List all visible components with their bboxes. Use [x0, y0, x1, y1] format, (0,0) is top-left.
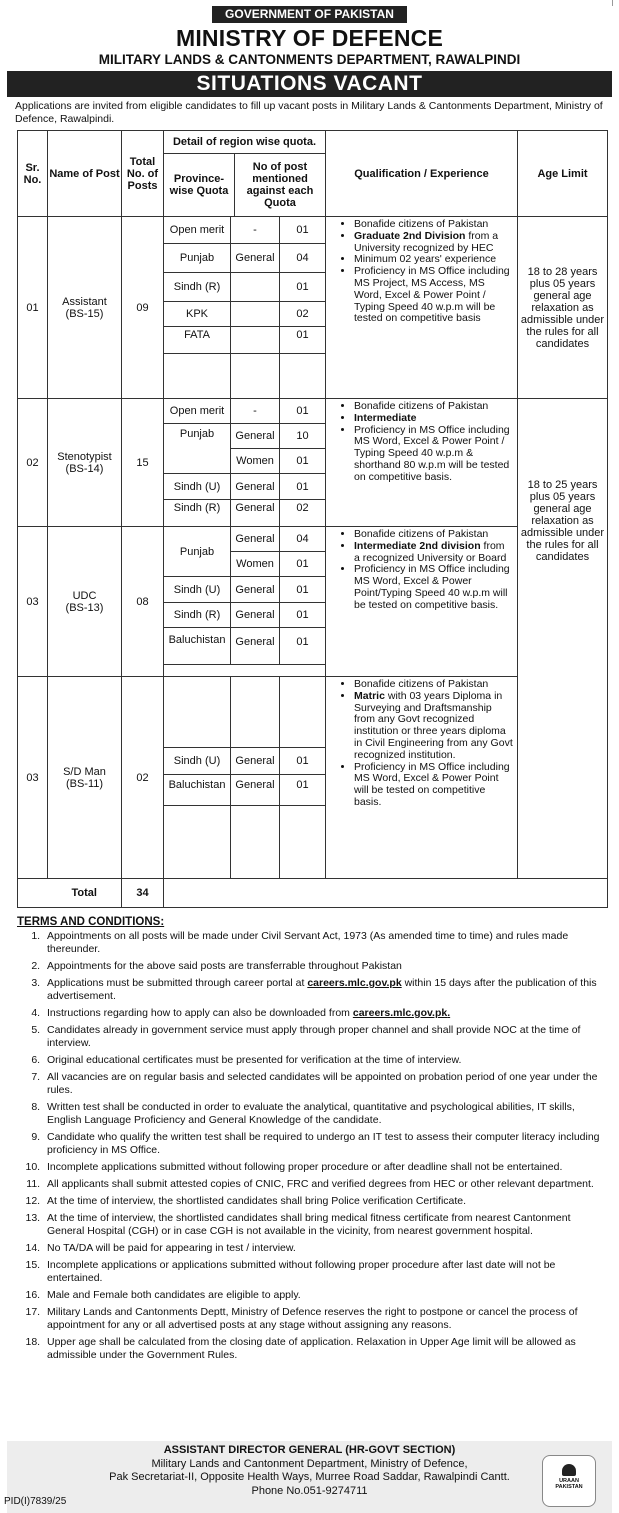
total-label: Total	[48, 879, 122, 908]
ministry-title: MINISTRY OF DEFENCE	[175, 25, 444, 51]
quota-table: Punjab General 04 Women 01 Sindh (U) General 01 Sindh (R) General 01 Baluchistan General 01	[164, 527, 325, 665]
header-post-name: Name of Post	[48, 131, 122, 217]
list-item: 13. At the time of interview, the shortlisted candidates shall bring medical fitness certificate from nearest Cantonment General Hospital (CGH) or in case CGH is not available in the vicinity, from nearest government hospital.	[43, 1212, 606, 1238]
list-item: 17. Military Lands and Cantonments Deptt, Ministry of Defence reserves the right to postpone or cancel the process of appointment for any or all advertised posts at any stage without assigning any reasons.	[43, 1306, 606, 1332]
career-portal-link[interactable]: careers.mlc.gov.pk	[352, 1007, 448, 1019]
advertisement	[7, 0, 612, 1366]
terms-list	[7, 930, 612, 1362]
table-row	[18, 217, 608, 399]
list-item: 8. Written test shall be conducted in order to evaluate the analytical, quantitative and psychological abilities, IT skills, English Language Proficiency and General Knowledge of the candidate.	[43, 1101, 606, 1127]
total-row	[18, 879, 608, 908]
post-name: UDC	[72, 589, 97, 602]
logo-icon	[562, 1464, 576, 1476]
quota-table: Open merit - 01 Punjab General 04 Sindh (R) 01 KPK 02 FATA 01	[164, 217, 325, 398]
total-posts: 02	[122, 677, 164, 879]
list-item: 2. Appointments for the above said posts are transferrable throughout Pakistan	[43, 960, 606, 973]
footer-line1: Military Lands and Cantonment Department, Ministry of Defence,	[151, 1457, 468, 1470]
career-portal-link[interactable]: careers.mlc.gov.pk	[307, 977, 402, 989]
total-posts: 15	[122, 399, 164, 527]
quota-table: Sindh (U) General 01 Baluchistan General 01	[164, 677, 325, 878]
pid-number: PID(I)7839/25	[4, 1496, 67, 1507]
list-item: 10. Incomplete applications submitted without following proper procedure or after deadline shall not be entertained.	[43, 1161, 606, 1174]
header-sr: Sr. No.	[18, 131, 48, 217]
list-item: 6. Original educational certificates must be presented for verification at the time of interview.	[43, 1054, 606, 1067]
sr-cell: 02	[18, 399, 48, 527]
list-item: 14. No TA/DA will be paid for appearing in test / interview.	[43, 1242, 606, 1255]
sr-cell: 03	[18, 677, 48, 879]
department-title: MILITARY LANDS & CANTONMENTS DEPARTMENT, RAWALPINDI	[98, 52, 521, 67]
post-name: S/D Man	[63, 765, 106, 778]
header-age-limit: Age Limit	[518, 131, 608, 217]
post-scale: (BS-14)	[65, 462, 104, 475]
age-limit: 18 to 28 years plus 05 years general age relaxation as admissible under the rules for all candidates	[518, 217, 608, 399]
footer-title: ASSISTANT DIRECTOR GENERAL (HR-GOVT SECTION)	[163, 1444, 456, 1456]
list-item: 9. Candidate who qualify the written test shall be required to undergo an IT test to assess their computer literacy including proficiency in MS Office.	[43, 1131, 606, 1157]
quota-table: Open merit - 01 Punjab General 10 Women 01 Sindh (U) General 01 Sindh (R) General 02	[164, 399, 325, 526]
post-scale: (BS-11)	[65, 777, 104, 790]
govt-label: GOVERNMENT OF PAKISTAN	[212, 6, 407, 23]
uraan-pakistan-logo: URAAN PAKISTAN	[542, 1455, 596, 1507]
list-item: 7. All vacancies are on regular basis and selected candidates will be appointed on probation period of one year under the rules.	[43, 1071, 606, 1097]
table-row	[18, 399, 608, 527]
qualification-list: • Bonafide citizens of Pakistan • Intermediate • Proficiency in MS Office including MS Word, Excel & Power Point / Typing Speed 40 w.p.m & shorthand 80 w.p.m will be tested on competitive basis.	[326, 399, 517, 486]
footer-phone: Phone No.051-9274711	[251, 1484, 368, 1497]
total-posts: 09	[122, 217, 164, 399]
qualification-list: • Bonafide citizens of Pakistan • Matric with 03 years Diploma in Surveying and Draftsmanship from any Govt recognized institution or three years diploma in Civil Engineering from any Govt recognized institution. • Proficiency in MS Office including MS Word, Excel & Power Point will be tested on competitive basis.	[326, 677, 517, 811]
header-province-quota: Province-wise Quota	[164, 154, 235, 216]
post-scale: (BS-15)	[65, 307, 104, 320]
total-posts: 08	[122, 527, 164, 677]
qualification-list: • Bonafide citizens of Pakistan • Graduate 2nd Division from a University recognized by HEC • Minimum 02 years' experience • Proficiency in MS Office including MS Project, MS Access, MS Word, Excel & Power Point / Typing Speed 40 w.p.m will be tested on competitive basis	[326, 217, 517, 327]
page-edge-mark	[612, 0, 613, 6]
sr-cell: 01	[18, 217, 48, 399]
qualification-list: • Bonafide citizens of Pakistan • Intermediate 2nd division from a recognized University or Board • Proficiency in MS Office including MS Word, Excel & Power Point/Typing Speed 40 w.p.m will be tested on competitive basis.	[326, 527, 517, 614]
header-qualification: Qualification / Experience	[326, 131, 518, 217]
header-posts-per-quota: No of post mentioned against each Quota	[246, 161, 314, 209]
list-item: 5. Candidates already in government service must apply through proper channel and shall provide NOC at the time of interview.	[43, 1024, 606, 1050]
footer	[7, 1441, 612, 1513]
list-item: 1. Appointments on all posts will be made under Civil Servant Act, 1973 (As amended time to time) and rules made thereunder.	[43, 930, 606, 956]
post-scale: (BS-13)	[65, 601, 104, 614]
situations-vacant-banner: SITUATIONS VACANT	[7, 71, 612, 97]
list-item: 18. Upper age shall be calculated from the closing date of application. Relaxation in Upper Age limit will be allowed as admissible under the Government Rules.	[43, 1336, 606, 1362]
posts-table	[17, 130, 608, 908]
header-total-posts: Total No. of Posts	[122, 131, 164, 217]
list-item: 15. Incomplete applications or applications submitted without following proper procedure after last date will not be entertained.	[43, 1259, 606, 1285]
intro-text: Applications are invited from eligible candidates to fill up vacant posts in Military Lands & Cantonments Department, Ministry of Defence, Rawalpindi.	[15, 100, 603, 125]
header-region-quota: Detail of region wise quota.	[164, 131, 326, 154]
list-item: 11. All applicants shall submit attested copies of CNIC, FRC and verified degrees from HEC or other relevant department.	[43, 1178, 606, 1191]
list-item: 3. Applications must be submitted through career portal at careers.mlc.gov.pk within 15 days after the publication of this advertisement.	[43, 977, 606, 1003]
post-name: Assistant	[62, 295, 107, 308]
post-name: Stenotypist	[57, 450, 112, 463]
list-item: 12. At the time of interview, the shortlisted candidates shall bring Police verification Certificate.	[43, 1195, 606, 1208]
footer-line2: Pak Secretariat-II, Opposite Health Ways, Murree Road Saddar, Rawalpindi Cantt.	[109, 1471, 510, 1483]
age-limit: 18 to 25 years plus 05 years general age relaxation as admissible under the rules for all candidates	[518, 399, 608, 879]
total-value: 34	[122, 879, 164, 908]
sr-cell: 03	[18, 527, 48, 677]
list-item: 4. Instructions regarding how to apply can also be downloaded from careers.mlc.gov.pk.	[43, 1007, 606, 1020]
list-item: 16. Male and Female both candidates are eligible to apply.	[43, 1289, 606, 1302]
terms-heading: TERMS AND CONDITIONS:	[17, 916, 165, 928]
